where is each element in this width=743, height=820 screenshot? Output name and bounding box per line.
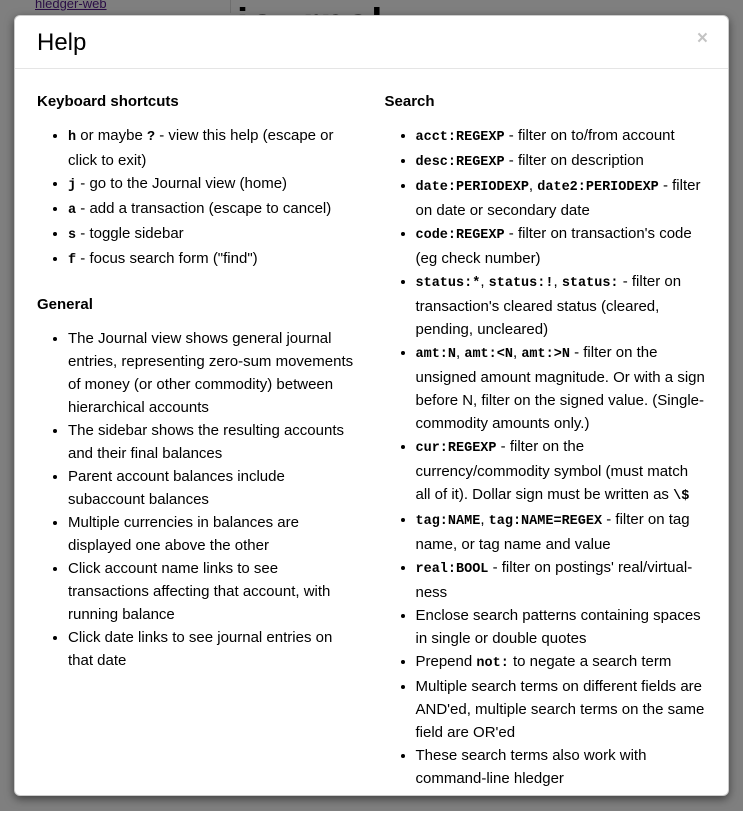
code-token: h <box>68 130 77 145</box>
list-item: • a - add a transaction (escape to cancel) <box>68 197 359 222</box>
code-token: status:! <box>488 276 554 291</box>
code-token: s <box>68 228 77 243</box>
code-token: a <box>68 203 77 218</box>
list-item: • Enclose search patterns containing spaces in single or double quotes <box>416 604 707 650</box>
section-heading: Search <box>384 93 435 110</box>
modal-title: Help <box>37 29 87 56</box>
list-item: • desc:REGEXP - filter on description <box>416 149 707 174</box>
list-item: • amt:N, amt:<N, amt:>N - filter on the unsigned amount magnitude. Or with a sign before N, filter on the signed value. (Single-commodity amounts only.) <box>416 341 707 435</box>
list-item: • Multiple currencies in balances are displayed one above the other <box>68 511 359 557</box>
list-item: • real:BOOL - filter on postings' real/virtual-ness <box>416 556 707 604</box>
code-token: ? <box>146 130 156 145</box>
list-item: • These search terms also work with command-line hledger <box>416 744 707 790</box>
code-token: amt:<N <box>464 347 513 362</box>
code-token: status:* <box>415 276 481 291</box>
code-token: cur:REGEXP <box>415 441 497 456</box>
help-modal <box>14 15 729 796</box>
list-item: • Prepend not: to negate a search term <box>416 650 707 675</box>
help-column-left <box>37 69 359 790</box>
list-item: • j - go to the Journal view (home) <box>68 172 359 197</box>
help-list <box>385 124 707 790</box>
code-token: tag:NAME=REGEX <box>488 514 603 529</box>
list-item: • acct:REGEXP - filter on to/from account <box>416 124 707 149</box>
modal-header <box>15 16 728 69</box>
code-token: date:PERIODEXP <box>415 180 529 195</box>
code-token: status: <box>561 276 619 291</box>
close-icon[interactable]: × <box>696 28 708 49</box>
list-item: • code:REGEXP - filter on transaction's code (eg check number) <box>416 222 707 270</box>
list-item: • tag:NAME, tag:NAME=REGEX - filter on tag name, or tag name and value <box>416 508 707 556</box>
list-item: • Multiple search terms on different fields are AND'ed, multiple search terms on the same field are OR'ed <box>416 675 707 744</box>
list-item: • Parent account balances include subaccount balances <box>68 465 359 511</box>
code-token: tag:NAME <box>415 514 481 529</box>
list-item: • The Journal view shows general journal entries, representing zero-sum movements of money (or other commodity) between hierarchical accounts <box>68 327 359 419</box>
list-item: • date:PERIODEXP, date2:PERIODEXP - filter on date or secondary date <box>416 174 707 222</box>
code-token: acct:REGEXP <box>415 130 505 145</box>
list-item: • h or maybe ? - view this help (escape or click to exit) <box>68 124 359 172</box>
list-item: • s - toggle sidebar <box>68 222 359 247</box>
list-item: • Click account name links to see transactions affecting that account, with running balance <box>68 557 359 626</box>
help-list <box>37 327 359 672</box>
list-item: • cur:REGEXP - filter on the currency/commodity symbol (must match all of it). Dollar sign must be written as \$ <box>416 435 707 508</box>
list-item: • The sidebar shows the resulting accounts and their final balances <box>68 419 359 465</box>
section-heading: General <box>37 296 93 313</box>
code-token: f <box>68 253 77 268</box>
code-token: code:REGEXP <box>415 228 505 243</box>
code-token: real:BOOL <box>415 562 489 577</box>
list-item: • status:*, status:!, status: - filter on transaction's cleared status (cleared, pending, uncleared) <box>416 270 707 341</box>
modal-body <box>15 69 728 820</box>
help-column-right <box>385 69 707 790</box>
help-list <box>37 124 359 272</box>
code-token: desc:REGEXP <box>415 155 505 170</box>
code-token: j <box>68 178 77 193</box>
code-token: \$ <box>673 489 690 504</box>
section-heading: Keyboard shortcuts <box>37 93 179 110</box>
code-token: date2:PERIODEXP <box>537 180 659 195</box>
list-item: • f - focus search form ("find") <box>68 247 359 272</box>
code-token: amt:>N <box>521 347 570 362</box>
code-token: not: <box>476 656 509 671</box>
list-item: • Click date links to see journal entries on that date <box>68 626 359 672</box>
code-token: amt:N <box>415 347 457 362</box>
